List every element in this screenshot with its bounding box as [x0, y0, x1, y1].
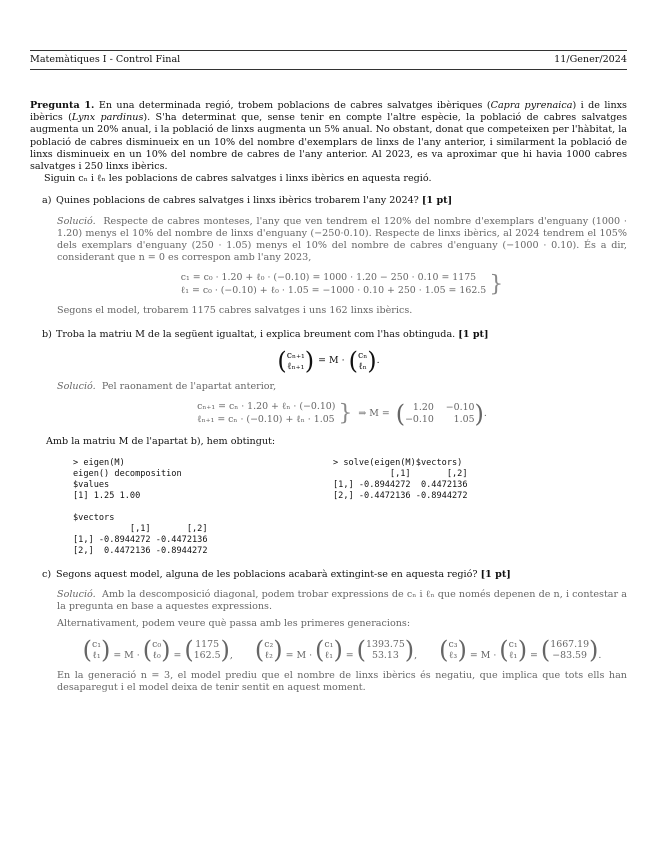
- page-header: [30, 54, 627, 65]
- part-c-solution: Solució. Amb la descomposició diagonal, podem trobar expressions de cₙ i ℓₙ que només depenen de n, i contestar a la pregunta en base a aquestes expressions. Alternativament, podem veure què passa amb les primeres generacions: ( c₁ ℓ₁ ) = M · ( c₀ ℓ₀ ) = ( 1175 162.5 ) , ( c₂ ℓ₂ ) = M · ( c₁ ℓ₁ ) = ( 1393.75 53.13 ) , ( c₃ ℓ₃ ) = M · ( c₁ ℓ₁ ) = ( 1667.19 −83.59 ) . En la generació n = 3, el model prediu que el nombre de linxs ibèrics és negatiu, que implica que tots ells han desaparegut i el model deixa de tenir sentit en aquest moment.: [57, 589, 627, 694]
- question-label: Pregunta 1.: [30, 100, 95, 111]
- part-b-question: Troba la matriu M de la següent igualtat, i explica breument com l'has obtinguda.: [56, 329, 456, 341]
- header-date: 11/Gener/2024: [554, 54, 627, 65]
- part-a-equations: c₁ = c₀ · 1.20 + ℓ₀ · (−0.10) = 1000 · 1.20 − 250 · 0.10 = 1175 ℓ₁ = c₀ · (−0.10) + ℓ₀ · 1.05 = −1000 · 0.10 + 250 · 1.05 = 162.5 }: [180, 271, 504, 297]
- exam-body: [30, 100, 627, 694]
- part-a-question: Quines poblacions de cabres salvatges i linxs ibèrics trobarem l'any 2024?: [56, 195, 419, 207]
- part-a-solution: Solució. Respecte de cabres monteses, l'any que ven tendrem el 120% del nombre d'exemplars d'enguany (1000 · 1.20) menys el 10% del nombre de linxs d'enguany (−250·0.10). Respecte de linxs ibèrics, al 2024 tendrem el 105% dels exemplars d'enguany (250 · 1.05) menys el 10% del nombre de cabres d'enguany (−1000 · 0.10). És a dir, considerant que n = 0 es correspon amb l'any 2023, c₁ = c₀ · 1.20 + ℓ₀ · (−0.10) = 1000 · 1.20 − 250 · 0.10 = 1175 ℓ₁ = c₀ · (−0.10) + ℓ₀ · 1.05 = −1000 · 0.10 + 250 · 1.05 = 162.5 } Segons el model, trobarem 1175 cabres salvatges i uns 162 linxs ibèrics.: [57, 215, 627, 316]
- generation-1: ( c₁ ℓ₁ ) = M · ( c₀ ℓ₀ ) = ( 1175 162.5 ) ,: [82, 635, 233, 664]
- part-a-conclusion: Segons el model, trobarem 1175 cabres salvatges i uns 162 linxs ibèrics.: [57, 304, 413, 316]
- question-statement: Pregunta 1. En una determinada regió, trobem poblacions de cabres salvatges ibèriques (Capra pyrenaica) i de linxs ibèrics (Lynx pardinus). S'ha determinat que, sense tenir en compte l'altre espècie, la població de cabres salvatges augmenta un 20% anual, i la població de linxs augmenta un 5% anual. No obstant, donat que competeixen per l'hàbitat, la població de cabres disminueix en un 10% del nombre d'exemplars de linxs de l'any anterior, i similarment la població de linxs disminueix en un 10% del nombre de cabres de l'any anterior. Al 2023, es va aproximar que hi havia 1000 cabres salvatges i 250 linxs ibèrics.: [30, 100, 627, 173]
- part-c-question: Segons aquest model, alguna de les poblacions acabarà extingint-se en aquesta regió?: [56, 569, 478, 581]
- notation-text: Siguin cₙ i ℓₙ les poblacions de cabres salvatges i linxs ibèrics en aquesta regió.: [44, 173, 432, 185]
- part-a: a) Quines poblacions de cabres salvatges i linxs ibèrics trobarem l'any 2024? [1 pt] Solució. Respecte de cabres monteses, l'any que ven tendrem el 120% del nombre d'exemplars d'enguany (1000 · 1.20) menys el 10% del nombre de linxs d'enguany (−250·0.10). Respecte de linxs ibèrics, al 2024 tendrem el 105% dels exemplars d'enguany (250 · 1.05) menys el 10% del nombre de cabres d'enguany (−1000 · 0.10). És a dir, considerant que n = 0 es correspon amb l'any 2023, c₁ = c₀ · 1.20 + ℓ₀ · (−0.10) = 1000 · 1.20 − 250 · 0.10 = 1175 ℓ₁ = c₀ · (−0.10) + ℓ₀ · 1.05 = −1000 · 0.10 + 250 · 1.05 = 162.5 } Segons el model, trobarem 1175 cabres salvatges i uns 162 linxs ibèrics.: [42, 195, 627, 316]
- part-b-solution: Solució. Pel raonament de l'apartat anterior, cₙ₊₁ = cₙ · 1.20 + ℓₙ · (−0.10) ℓₙ₊₁ = cₙ · (−0.10) + ℓₙ · 1.05 } ⇒ M = ( 1.20 −0.10 −0.10 1.05 ) .: [57, 381, 627, 426]
- part-b: b) Troba la matriu M de la següent igualtat, i explica breument com l'has obtinguda. [1 pt] ( cₙ₊₁ ℓₙ₊₁ ) = M · ( cₙ ℓₙ ) . Solució. Pel raonament de l'apartat anterior, cₙ₊₁ = cₙ · 1.20 + ℓₙ · (−0.10) ℓₙ₊₁ = cₙ · (−0.10) + ℓₙ · 1.05 } ⇒ M = ( 1.20 −0.10 −0.10 1.05 ) .: [30, 329, 627, 426]
- generation-2: ( c₂ ℓ₂ ) = M · ( c₁ ℓ₁ ) = ( 1393.75 53.13 ) ,: [254, 635, 418, 664]
- r-intro: Amb la matriu M de l'apartat b), hem obtingut:: [46, 435, 276, 447]
- header-title: Matemàtiques I - Control Final: [30, 54, 181, 65]
- top-rule: [30, 50, 627, 51]
- part-c-final: En la generació n = 3, el model prediu que el nombre de linxs ibèrics és negatiu, que implica que tots ells han desaparegut i el model deixa de tenir sentit en aquest moment.: [57, 670, 627, 694]
- part-c-generations: [57, 635, 627, 664]
- r-solve-output: > solve(eigen(M)$vectors) [,1] [,2] [1,] -0.8944272 0.4472136 [2,] -0.4472136 -0.8944272: [333, 458, 468, 502]
- part-c: c) Segons aquest model, alguna de les poblacions acabarà extingint-se en aquesta regió? [1 pt] Solució. Amb la descomposició diagonal, podem trobar expressions de cₙ i ℓₙ que només depenen de n, i contestar a la pregunta en base a aquestes expressions. Alternativament, podem veure què passa amb les primeres generacions: ( c₁ ℓ₁ ) = M · ( c₀ ℓ₀ ) = ( 1175 162.5 ) , ( c₂ ℓ₂ ) = M · ( c₁ ℓ₁ ) = ( 1393.75 53.13 ) , ( c₃ ℓ₃ ) = M · ( c₁ ℓ₁ ) = ( 1667.19 −83.59 ) . En la generació n = 3, el model prediu que el nombre de linxs ibèrics és negatiu, que implica que tots ells han desaparegut i el model deixa de tenir sentit en aquest moment.: [42, 569, 627, 694]
- generation-3: ( c₃ ℓ₃ ) = M · ( c₁ ℓ₁ ) = ( 1667.19 −83.59 ) .: [439, 635, 602, 664]
- part-b-matrix-equation: ( cₙ₊₁ ℓₙ₊₁ ) = M · ( cₙ ℓₙ ) .: [277, 347, 380, 376]
- part-b-system: cₙ₊₁ = cₙ · 1.20 + ℓₙ · (−0.10) ℓₙ₊₁ = cₙ · (−0.10) + ℓₙ · 1.05 } ⇒ M = ( 1.20 −0.10 −0.10 1.05 ) .: [197, 399, 487, 428]
- matrix-m: ( 1.20 −0.10 −0.10 1.05 ): [395, 399, 484, 428]
- header-rule: [30, 69, 627, 70]
- r-eigen-output: > eigen(M) eigen() decomposition $values [1] 1.25 1.00 $vectors [,1] [,2] [1,] -0.8944272 -0.4472136 [2,] 0.4472136 -0.8944272: [73, 458, 208, 557]
- r-output: [73, 458, 627, 557]
